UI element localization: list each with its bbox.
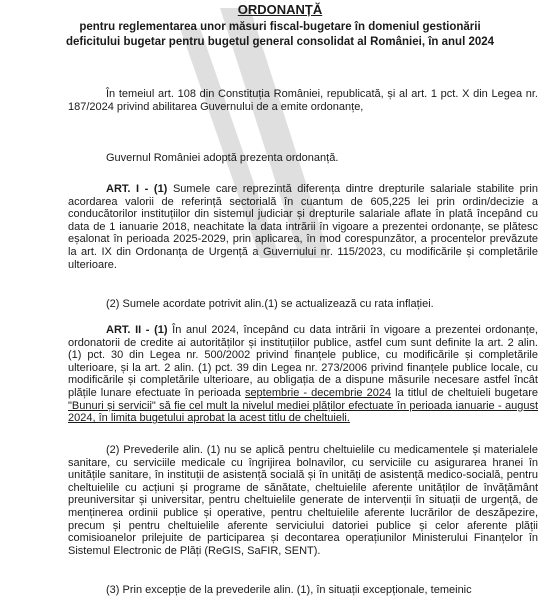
- adoption-statement: Guvernul României adoptă prezenta ordonanță.: [106, 152, 339, 164]
- article-2-paragraph-2: (2) Prevederile alin. (1) nu se aplică pentru cheltuielile cu medicamentele și materialele sanitare, cu serviciile medicale cu îngrijirea bolnavilor, cu serviciile cu asigurarea hranei în unitățile sanitare, în instituții de asistență socială și în unități de asistență medico-socială, pentru cheltuielile cu acțiuni și programe de sănătate, cheltuielile aferente unităților de învățământ preuniversitar și universitar, pentru cheltuielile generate de intervenții în situații de urgență, de menținerea ordinii publice și operative, pentru cheltuielile aferente lucrărilor de deszăpezire, precum și pentru cheltuielile aferente serviciului datoriei publice și celor aferente plății comisioanelor prilejuite de participarea și decontarea operațiunilor Ministerului Finanțelor în Sistemul Electronic de Plăți (ReGIS, SaFIR, SENT).: [68, 444, 538, 557]
- article-2-text-c: la titlul de cheltuieli bugetare: [395, 386, 539, 399]
- article-2-underlined-text: "Bunuri și servicii" să fie cel mult la nivelul mediei plăților efectuate în perioada ianuarie - august 2024, în limita bugetului aprobat la acest titlu de cheltuieli.: [68, 399, 538, 425]
- document-subtitle: [10, 20, 550, 50]
- subtitle-line-1: pentru reglementarea unor măsuri fiscal-bugetare în domeniul gestionării: [79, 21, 481, 33]
- article-2-heading: ART. II - (1): [106, 324, 168, 336]
- article-1-heading: ART. I - (1): [106, 183, 168, 195]
- article-1-paragraph-1: [68, 183, 538, 271]
- article-2-paragraph-3: (3) Prin excepție de la prevederile alin. (1), în situații excepționale, temeinic: [106, 584, 472, 596]
- article-1-paragraph-2: (2) Sumele acordate potrivit alin.(1) se actualizează cu rata inflației.: [106, 298, 434, 310]
- article-2-period-underlined: septembrie - decembrie 2024: [244, 386, 392, 399]
- article-1-text: Sumele care reprezintă diferența dintre drepturile salariale stabilite prin acordarea valorii de referință sectorială în cuantum de 605,225 lei prin ordin/decizie a conducătorilor instituțiilor din sistemul judiciar și drepturile salariale aflate în plată începând cu data de 1 ianuarie 2018, neachitate la data intrării în vigoare a prezentei ordonanțe, se plătesc eșalonat în perioada 2025-2029, prin aplicarea, în mod corespunzător, a procentelor prevăzute la art. IX din Ordonanța de Urgență a Guvernului nr. 115/2023, cu modificările și completările ulterioare.: [68, 183, 538, 271]
- subtitle-line-2: deficitului bugetar pentru bugetul general consolidat al României, în anul 2024: [65, 36, 495, 48]
- document-title: ORDONANȚĂ: [237, 2, 323, 17]
- preamble-paragraph: În temeiul art. 108 din Constituția României, republicată, și al art. 1 pct. X din Legea nr. 187/2024 privind abilitarea Guvernului de a emite ordonanțe,: [68, 88, 538, 113]
- article-2-paragraph-1: [68, 324, 538, 425]
- article-2-text-a: În anul 2024, începând cu data intrării în vigoare a prezentei ordonanțe, ordonatorii de credite ai autorităților și instituțiilor publice, astfel cum sunt definite la art. 2 alin. (1) pct. 30 din Legea nr. 500/2002 privind finanțele publice, cu modificările și completările ulterioare, și la art. 2 alin. (1) pct. 39 din Legea nr. 273/2006 privind finanțele publice locale, cu modificările și completările ulterioare, au obligația de a dispune măsurile necesare astfel încât plățile lunare efectuate în perioada: [68, 324, 538, 399]
